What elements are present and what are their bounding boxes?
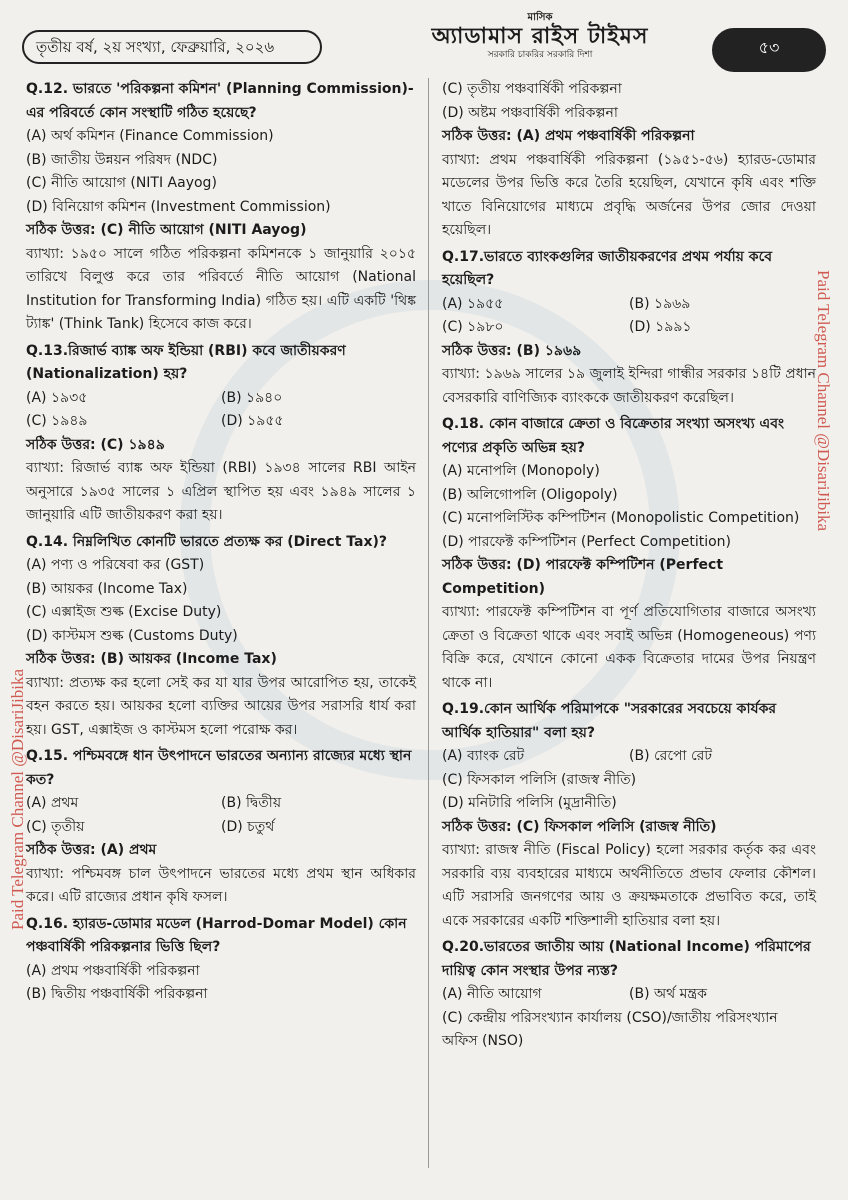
- option-c: (C) এক্সাইজ শুল্ক (Excise Duty): [26, 604, 222, 620]
- option-a: (A) নীতি আয়োগ: [442, 986, 542, 1002]
- explanation: ব্যাখ্যা: পশ্চিমবঙ্গ চাল উৎপাদনে ভারতের মধ্যে প্রথম স্থান অধিকার করে। এটি রাজ্যের প্রধান কৃষি ফসল।: [26, 865, 416, 905]
- option-b: (B) আয়কর (Income Tax): [26, 580, 188, 597]
- question-12: [26, 78, 416, 337]
- question-13: [26, 340, 416, 528]
- explanation: ব্যাখ্যা: প্রত্যক্ষ কর হলো সেই কর যা যার উপর আরোপিত হয়, তাকেই বহন করতে হয়। আয়কর হলো ব্যক্তির আয়ের উপর সরাসরি ধার্য করা হয়। GST, এক্সাইজ ও কাস্টমস হলো পরোক্ষ কর।: [26, 674, 416, 738]
- option-d: (D) পারফেক্ট কম্পিটিশন (Perfect Competition): [442, 533, 732, 550]
- option-d: (D) ১৯৫৫: [221, 413, 284, 429]
- question-text: Q.17.ভারতে ব্যাংকগুলির জাতীয়করণের প্রথম পর্যায় কবে হয়েছিল?: [442, 248, 773, 288]
- option-a: (A) ব্যাংক রেট: [442, 748, 525, 764]
- option-d: (D) কাস্টমস শুল্ক (Customs Duty): [26, 627, 238, 644]
- answer: সঠিক উত্তর: (C) ১৯৪৯: [26, 436, 165, 453]
- masthead: [400, 12, 680, 61]
- question-text: Q.16. হ্যারড-ডোমার মডেল (Harrod-Domar Model) কোন পঞ্চবার্ষিকী পরিকল্পনার ভিত্তি ছিল?: [26, 915, 407, 955]
- question-18: [442, 413, 816, 695]
- question-text: Q.20.ভারতের জাতীয় আয় (National Income) পরিমাপের দায়িত্ব কোন সংস্থার উপর ন্যস্ত?: [442, 939, 811, 979]
- option-d: (D) মনিটারি পলিসি (মুদ্রানীতি): [442, 795, 617, 811]
- option-b: (B) অর্থ মন্ত্রক: [629, 986, 707, 1002]
- side-watermark-left: Paid Telegram Channel @DisariJibika: [8, 668, 27, 930]
- option-b: (B) রেপো রেট: [629, 748, 713, 764]
- page-header: [0, 0, 848, 80]
- explanation: ব্যাখ্যা: ১৯৬৯ সালের ১৯ জুলাই ইন্দিরা গান্ধীর সরকার ১৪টি প্রধান বেসরকারি বাণিজ্যিক ব্যাংককে জাতীয়করণ করেছিল।: [442, 366, 816, 406]
- answer: সঠিক উত্তর: (A) প্রথম পঞ্চবার্ষিকী পরিকল্পনা: [442, 128, 695, 144]
- option-b: (B) দ্বিতীয় পঞ্চবার্ষিকী পরিকল্পনা: [26, 986, 208, 1002]
- issue-info: তৃতীয় বর্ষ, ২য় সংখ্যা, ফেব্রুয়ারি, ২০২৬: [22, 30, 322, 64]
- masthead-subtitle: সরকারি চাকরির সরকারি দিশা: [487, 50, 593, 60]
- option-a: (A) অর্থ কমিশন (Finance Commission): [26, 128, 274, 144]
- option-c: (C) ফিসকাল পলিসি (রাজস্ব নীতি): [442, 771, 637, 788]
- option-a: (A) মনোপলি (Monopoly): [442, 463, 600, 479]
- left-column: [26, 78, 416, 1010]
- answer: সঠিক উত্তর: (B) ১৯৬৯: [442, 342, 582, 359]
- option-a: (A) প্রথম পঞ্চবার্ষিকী পরিকল্পনা: [26, 962, 200, 979]
- explanation: ব্যাখ্যা: পারফেক্ট কম্পিটিশন বা পূর্ণ প্রতিযোগিতার বাজারে অসংখ্য ক্রেতা ও বিক্রেতা থাকে এবং সবাই অভিন্ন (Homogeneous) পণ্য বিক্রি করে, যেখানে কোনো একক বিক্রেতার দামের উপর নিয়ন্ত্রণ থাকে না।: [442, 604, 816, 691]
- option-d: (D) ১৯৯১: [629, 319, 692, 335]
- option-b: (B) জাতীয় উন্নয়ন পরিষদ (NDC): [26, 151, 218, 168]
- explanation: ব্যাখ্যা: রাজস্ব নীতি (Fiscal Policy) হলো সরকার কর্তৃক কর এবং সরকারি ব্যয় ব্যবহারের মাধ্যমে অর্থনীতিতে প্রভাব ফেলার কৌশল। এটি সরাসরি জনগণের আয় ও ক্রয়ক্ষমতাকে প্রভাবিত করে, তাই একে সরকারের একটি শক্তিশালী হাতিয়ার বলা হয়।: [442, 842, 816, 929]
- masthead-title: অ্যাডামাস রাইস টাইমস: [431, 24, 649, 49]
- question-14: [26, 531, 416, 743]
- question-text: Q.12. ভারতে 'পরিকল্পনা কমিশন' (Planning Commission)-এর পরিবর্তে কোন সংস্থাটি গঠিত হয়েছে?: [26, 81, 414, 121]
- question-16-continued: [442, 78, 816, 243]
- question-15: [26, 745, 416, 910]
- question-text: Q.18. কোন বাজারে ক্রেতা ও বিক্রেতার সংখ্যা অসংখ্য এবং পণ্যের প্রকৃতি অভিন্ন হয়?: [442, 416, 785, 456]
- answer: সঠিক উত্তর: (B) আয়কর (Income Tax): [26, 651, 277, 667]
- question-20: [442, 936, 816, 1054]
- explanation: ব্যাখ্যা: রিজার্ভ ব্যাঙ্ক অফ ইন্ডিয়া (RBI) ১৯৩৪ সালের RBI আইন অনুসারে ১৯৩৫ সালের ১ এপ্রিল স্থাপিত হয় এবং ১৯৪৯ সালের ১ জানুয়ারি এটি জাতীয়করণ করা হয়।: [26, 460, 416, 523]
- option-a: (A) ১৯৩৫: [26, 389, 88, 406]
- option-c: (C) তৃতীয় পঞ্চবার্ষিকী পরিকল্পনা: [442, 81, 622, 97]
- column-divider: [428, 78, 429, 1168]
- option-a: (A) পণ্য ও পরিষেবা কর (GST): [26, 557, 205, 573]
- option-c: (C) মনোপলিস্টিক কম্পিটিশন (Monopolistic Competition): [442, 510, 800, 526]
- page-number: ৫৩: [712, 28, 826, 72]
- question-text: Q.14. নিম্নলিখিত কোনটি ভারতে প্রত্যক্ষ কর (Direct Tax)?: [26, 533, 388, 550]
- question-19: [442, 698, 816, 933]
- explanation: ব্যাখ্যা: প্রথম পঞ্চবার্ষিকী পরিকল্পনা (১৯৫১-৫৬) হ্যারড-ডোমার মডেলের উপর ভিত্তি করে তৈরি হয়েছিল, যেখানে কৃষি এবং শক্তি খাতে বিনিয়োগের মাধ্যমে প্রবৃদ্ধি অর্জনের উপর জোর দেওয়া হয়েছিল।: [442, 151, 816, 238]
- option-a: (A) ১৯৫৫: [442, 295, 504, 312]
- side-watermark-right: Paid Telegram Channel @DisariJibika: [814, 270, 833, 532]
- question-text: Q.15. পশ্চিমবঙ্গে ধান উৎপাদনে ভারতের অন্যান্য রাজ্যের মধ্যে স্থান কত?: [26, 748, 412, 788]
- question-text: Q.19.কোন আর্থিক পরিমাপকে "সরকারের সবচেয়ে কার্যকর আর্থিক হাতিয়ার" বলা হয়?: [442, 701, 777, 741]
- question-16: [26, 913, 416, 1007]
- option-d: (D) চতুর্থ: [221, 818, 275, 835]
- answer: সঠিক উত্তর: (C) নীতি আয়োগ (NITI Aayog): [26, 222, 307, 238]
- option-c: (C) ১৯৮০: [442, 319, 504, 335]
- question-text: Q.13.রিজার্ভ ব্যাঙ্ক অফ ইন্ডিয়া (RBI) কবে জাতীয়করণ (Nationalization) হয়?: [26, 342, 346, 382]
- option-b: (B) অলিগোপলি (Oligopoly): [442, 486, 618, 503]
- option-c: (C) ১৯৪৯: [26, 413, 88, 429]
- option-c: (C) কেন্দ্রীয় পরিসংখ্যান কার্যালয় (CSO)/জাতীয় পরিসংখ্যান অফিস (NSO): [442, 1009, 778, 1049]
- option-d: (D) বিনিয়োগ কমিশন (Investment Commission): [26, 198, 331, 215]
- option-b: (B) দ্বিতীয়: [221, 795, 282, 811]
- right-column: [442, 78, 816, 1057]
- answer: সঠিক উত্তর: (D) পারফেক্ট কম্পিটিশন (Perfect Competition): [442, 557, 724, 597]
- option-b: (B) ১৯৪০: [221, 389, 283, 406]
- masthead-small: মাসিক: [527, 12, 553, 23]
- option-c: (C) তৃতীয়: [26, 818, 85, 835]
- option-a: (A) প্রথম: [26, 795, 79, 811]
- answer: সঠিক উত্তর: (C) ফিসকাল পলিসি (রাজস্ব নীতি): [442, 818, 717, 835]
- option-c: (C) নীতি আয়োগ (NITI Aayog): [26, 175, 217, 191]
- explanation: ব্যাখ্যা: ১৯৫০ সালে গঠিত পরিকল্পনা কমিশনকে ১ জানুয়ারি ২০১৫ তারিখে বিলুপ্ত করে তার পরিবর্তে নীতি আয়োগ (National Institution for Transforming India) গঠিত হয়। এটি একটি 'থিঙ্ক ট্যাঙ্ক' (Think Tank) হিসেবে কাজ করে।: [26, 245, 416, 332]
- option-b: (B) ১৯৬৯: [629, 295, 691, 312]
- question-17: [442, 246, 816, 411]
- answer: সঠিক উত্তর: (A) প্রথম: [26, 842, 157, 858]
- option-d: (D) অষ্টম পঞ্চবার্ষিকী পরিকল্পনা: [442, 104, 618, 121]
